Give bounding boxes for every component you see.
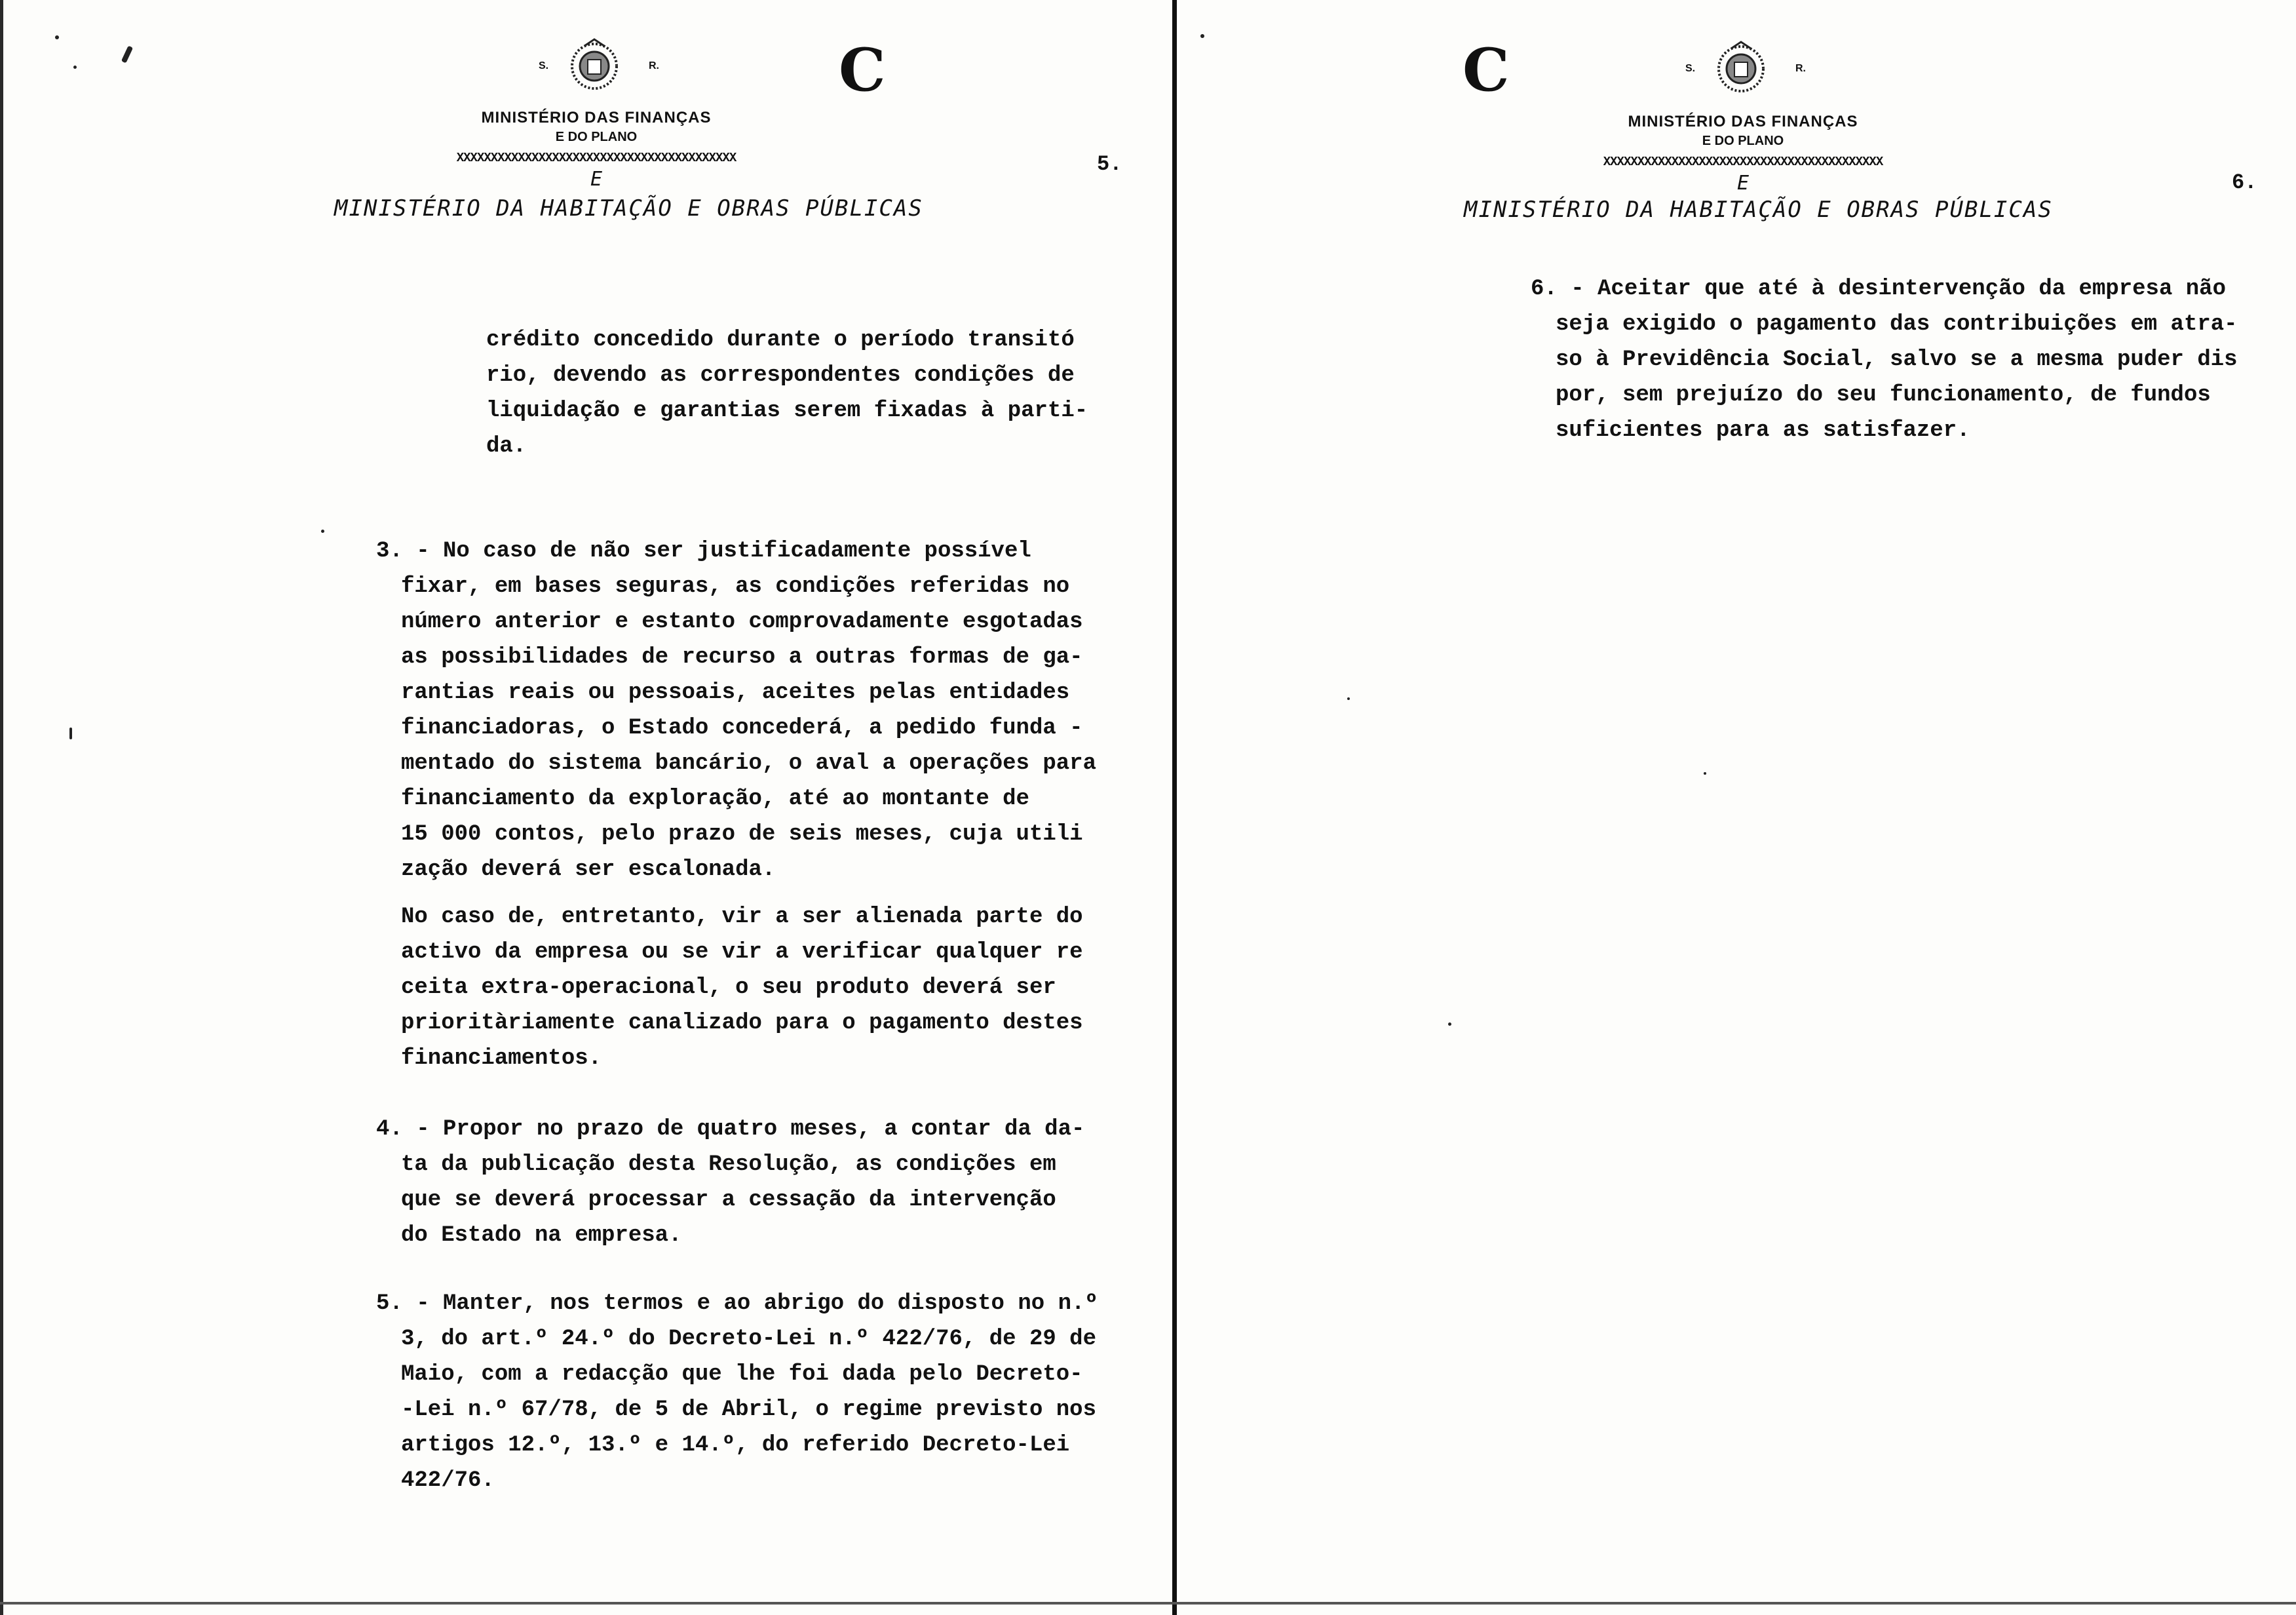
body-line: artigos 12.º, 13.º e 14.º, do referido Decreto-Lei (401, 1433, 1070, 1458)
plano-line: E DO PLANO (555, 130, 638, 144)
body-line: número anterior e estanto comprovadamente esgotadas (401, 610, 1083, 634)
scan-speck (73, 66, 77, 69)
body-line: ta da publicação desta Resolução, as condições em (401, 1152, 1056, 1177)
body-line: do Estado na empresa. (401, 1223, 682, 1248)
body-line: No caso de, entretanto, vir a ser alienada parte do (401, 905, 1083, 929)
coat-of-arms-icon (565, 37, 624, 96)
page-fold-divider (1172, 0, 1177, 1615)
c-shaped-mark: C (1463, 35, 1510, 105)
body-line: zação deverá ser escalonada. (401, 857, 776, 882)
ministry-finance-heading: MINISTÉRIO DAS FINANÇAS (481, 109, 712, 126)
item-5-line: 5. - Manter, nos termos e ao abrigo do disposto no n.º (376, 1291, 1098, 1316)
plano-line: E DO PLANO (1702, 134, 1784, 148)
ministry-housing-heading: MINISTÉRIO DA HABITAÇÃO E OBRAS PÚBLICAS (1464, 197, 2053, 223)
scan-speck (1347, 697, 1350, 700)
letterhead-s: S. (1685, 63, 1696, 74)
letterhead-conjunction: E (590, 168, 603, 191)
body-line: 3, do art.º 24.º do Decreto-Lei n.º 422/76, de 29 de (401, 1327, 1096, 1352)
page-edge-shadow (0, 0, 3, 1615)
body-line: suficientes para as satisfazer. (1556, 418, 1970, 443)
body-line: financiamento da exploração, até ao montante de (401, 787, 1029, 811)
body-line: financiadoras, o Estado concederá, a pedido funda - (401, 716, 1083, 741)
scan-bottom-edge (0, 1602, 2296, 1605)
scan-speck (55, 35, 59, 39)
scan-speck (121, 46, 133, 64)
c-shaped-mark: C (839, 35, 886, 105)
body-line: so à Previdência Social, salvo se a mesma puder dis (1556, 347, 2238, 372)
body-line: da. (486, 434, 527, 459)
coat-of-arms-icon (1712, 39, 1770, 98)
body-line: Maio, com a redacção que lhe foi dada pelo Decreto- (401, 1362, 1083, 1387)
body-line: 422/76. (401, 1468, 495, 1493)
body-line: que se deverá processar a cessação da intervenção (401, 1188, 1056, 1213)
right-page (1179, 0, 2296, 1615)
body-line: seja exigido o pagamento das contribuições em atra- (1556, 312, 2238, 337)
body-line: rantias reais ou pessoais, aceites pelas entidades (401, 680, 1070, 705)
body-line: as possibilidades de recurso a outras formas de ga- (401, 645, 1083, 670)
page-number: 6. (2232, 170, 2257, 195)
body-line: liquidação e garantias serem fixadas à parti- (486, 399, 1088, 423)
body-line: crédito concedido durante o período transitó (486, 328, 1075, 353)
item-3-line: 3. - No caso de não ser justificadamente possível (376, 539, 1031, 564)
ministry-finance-heading: MINISTÉRIO DAS FINANÇAS (1628, 113, 1858, 130)
letterhead-r: R. (1795, 63, 1806, 74)
struck-through-line: XXXXXXXXXXXXXXXXXXXXXXXXXXXXXXXXXXXXXXXXX (456, 151, 737, 165)
item-4-line: 4. - Propor no prazo de quatro meses, a contar da da- (376, 1117, 1085, 1142)
letterhead-r: R. (649, 60, 659, 71)
letterhead-s: S. (539, 60, 549, 71)
body-line: mentado do sistema bancário, o aval a operações para (401, 751, 1096, 776)
scan-speck (1448, 1022, 1451, 1026)
letterhead-conjunction: E (1736, 172, 1750, 195)
scan-speck (321, 530, 324, 533)
body-line: ceita extra-operacional, o seu produto deverá ser (401, 975, 1056, 1000)
body-line: -Lei n.º 67/78, de 5 de Abril, o regime previsto nos (401, 1397, 1096, 1422)
ministry-housing-heading: MINISTÉRIO DA HABITAÇÃO E OBRAS PÚBLICAS (334, 195, 923, 222)
page-number: 5. (1097, 152, 1122, 176)
struck-through-line: XXXXXXXXXXXXXXXXXXXXXXXXXXXXXXXXXXXXXXXXX (1603, 155, 1883, 169)
scan-speck (1704, 772, 1706, 775)
body-line: rio, devendo as correspondentes condições de (486, 363, 1075, 388)
body-line: financiamentos. (401, 1046, 602, 1071)
body-line: fixar, em bases seguras, as condições referidas no (401, 574, 1070, 599)
scan-speck (69, 728, 72, 739)
scan-speck (1200, 34, 1204, 38)
body-line: prioritàriamente canalizado para o pagamento destes (401, 1011, 1083, 1036)
body-line: por, sem prejuízo do seu funcionamento, de fundos (1556, 383, 2211, 408)
item-6-line: 6. - Aceitar que até à desintervenção da empresa não (1531, 277, 2226, 302)
body-line: activo da empresa ou se vir a verificar qualquer re (401, 940, 1083, 965)
body-line: 15 000 contos, pelo prazo de seis meses, cuja utili (401, 822, 1083, 847)
